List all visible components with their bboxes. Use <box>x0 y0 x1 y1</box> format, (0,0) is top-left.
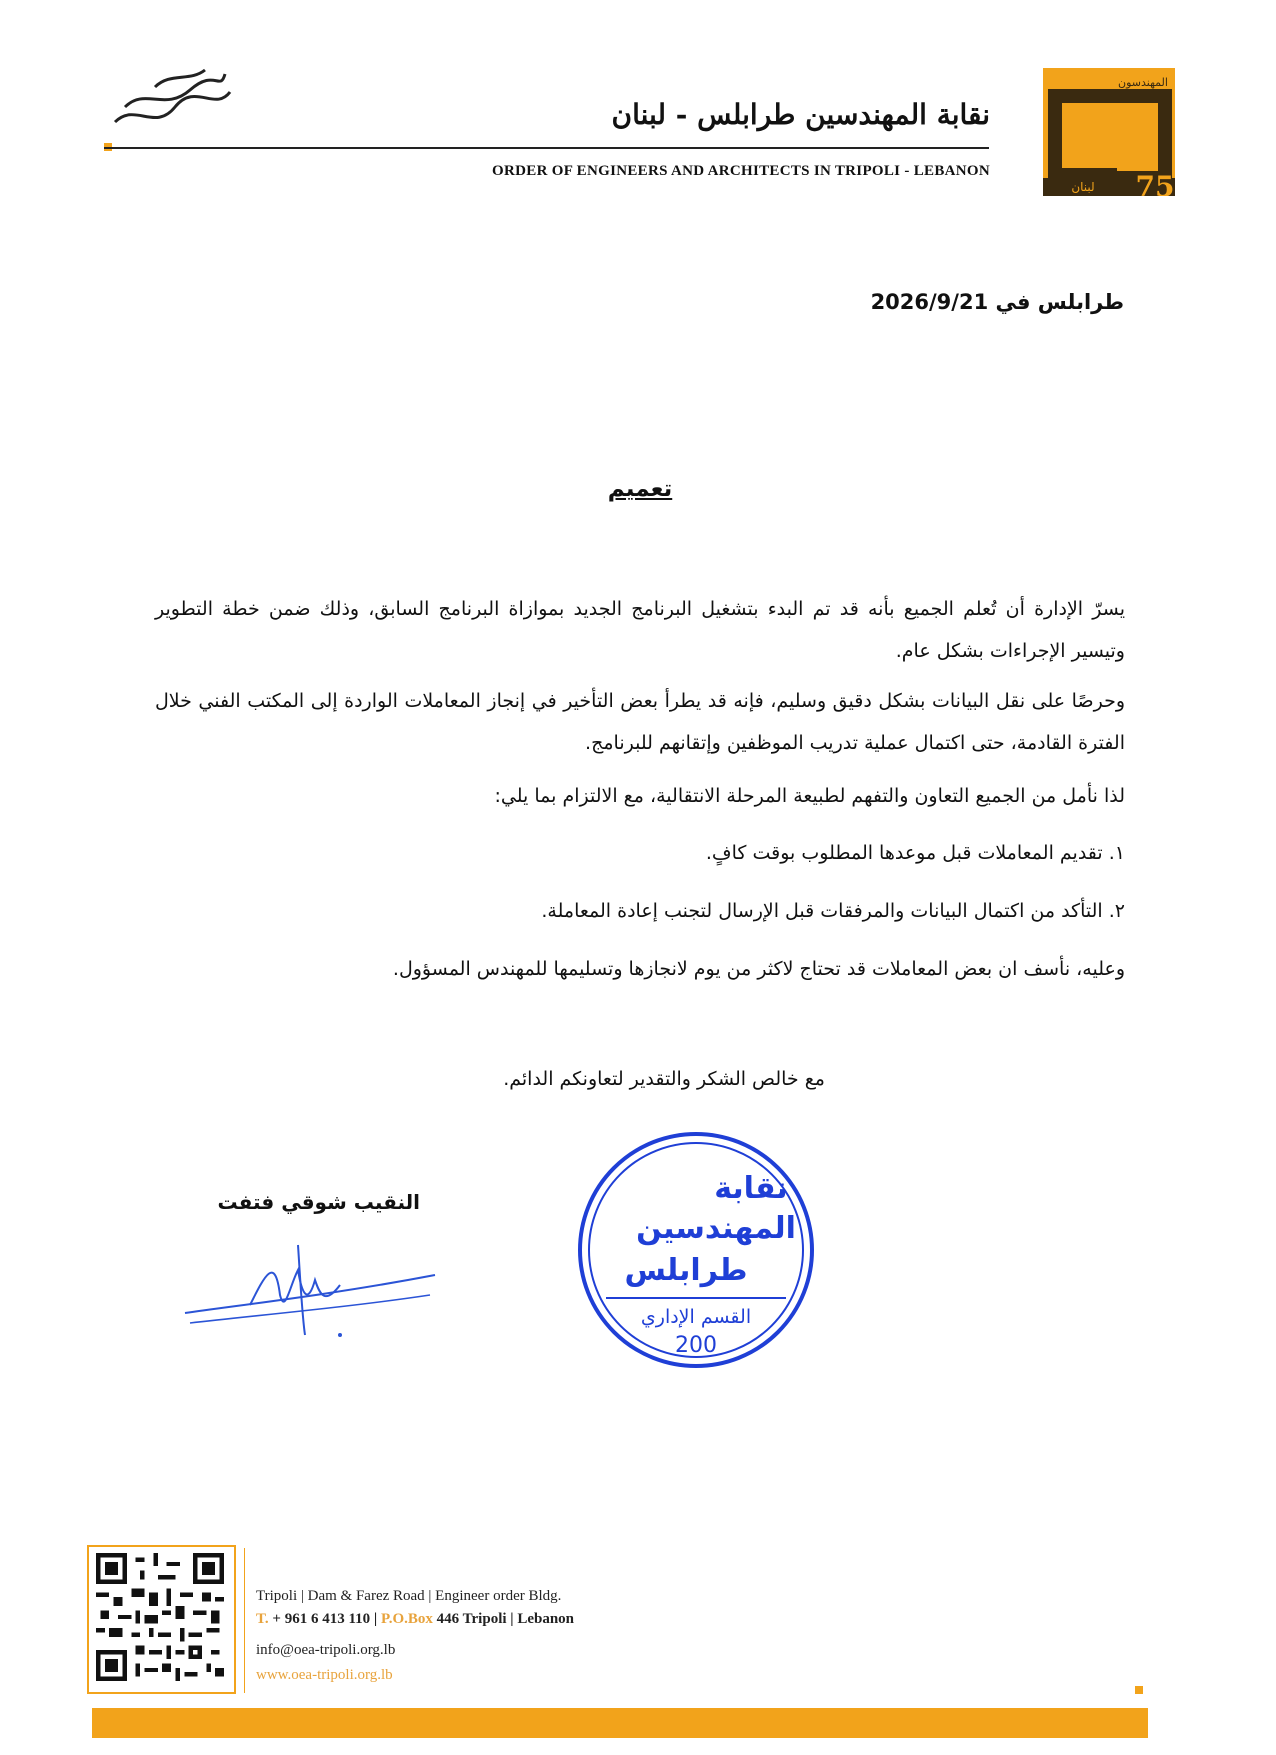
arabic-org-name: نقابة المهندسين طرابلس - لبنان <box>611 98 990 131</box>
logo-right-bottom-text: لبنان <box>1071 180 1095 194</box>
list-item-2: ٢. التأكد من اكتمال البيانات والمرفقات قبل الإرسال لتجنب إعادة المعاملة. <box>541 900 1125 922</box>
order-logo-calligraphy <box>95 62 235 134</box>
footer-contact-line <box>256 1611 574 1628</box>
paragraph-2: وحرصًا على نقل البيانات بشكل دقيق وسليم، فإنه قد يطرأ بعض التأخير في إنجاز المعاملات الواردة إلى المكتب الفني خلال الفترة القادمة، حتى اكتمال عملية تدريب الموظفين وإتقانهم للبرنامج. <box>155 690 1125 754</box>
list-item-1: ١. تقديم المعاملات قبل موعدها المطلوب بوقت كافٍ. <box>705 842 1125 864</box>
footer-color-bar <box>92 1708 1148 1738</box>
paragraph-4: وعليه، نأسف ان بعض المعاملات قد تحتاج لاكثر من يوم لانجازها وتسليمها للمهندس المسؤول. <box>392 958 1125 980</box>
paragraph-1: يسرّ الإدارة أن تُعلم الجميع بأنه قد تم البدء بتشغيل البرنامج الجديد بموازاة البرنامج السابق، وذلك ضمن خطة التطوير وتيسير الإجراءات بشكل عام. <box>155 598 1125 662</box>
qr-code-icon[interactable] <box>96 1553 224 1681</box>
logo-right-number: 75 <box>1135 170 1175 196</box>
footer-address: Tripoli | Dam & Farez Road | Engineer order Bldg. <box>256 1588 562 1604</box>
stamp-line-3: طرابلس <box>624 1253 748 1288</box>
footer-accent-dot <box>1135 1686 1143 1694</box>
stamp-line-2: المهندسين <box>636 1211 796 1246</box>
handwritten-signature <box>180 1235 440 1345</box>
english-org-name: ORDER OF ENGINEERS AND ARCHITECTS IN TRIPOLI - LEBANON <box>492 163 990 179</box>
footer-divider <box>244 1548 245 1693</box>
signatory-name: النقيب شوقي فتفت <box>217 1190 420 1214</box>
stamp-line-1: نقابة <box>714 1171 788 1206</box>
logo-right-top-text: المهندسون <box>1118 76 1168 89</box>
official-stamp <box>576 1130 816 1370</box>
closing-line: مع خالص الشكر والتقدير لتعاونكم الدائم. <box>503 1068 825 1090</box>
footer-email[interactable]: info@oea-tripoli.org.lb <box>256 1642 396 1658</box>
pobox-label: P.O.Box <box>380 1611 433 1627</box>
stamp-department: القسم الإداري <box>640 1306 752 1328</box>
phone-number: + 961 6 413 110 | <box>272 1611 378 1627</box>
stamp-number: 200 <box>675 1333 717 1358</box>
footer-website[interactable]: www.oea-tripoli.org.lb <box>256 1667 393 1683</box>
header-divider <box>104 147 989 149</box>
letter-date: طرابلس في 2026/9/21 <box>870 290 1124 314</box>
paragraph-3: لذا نأمل من الجميع التعاون والتفهم لطبيعة المرحلة الانتقالية، مع الالتزام بما يلي: <box>494 785 1125 807</box>
svg-text:نقابة المهندسين طرابلس: نقابة المهندسين طرابلس <box>165 130 176 131</box>
anniversary-logo <box>1043 68 1175 196</box>
letter-subject: تعميم <box>607 476 673 502</box>
pobox-value: 446 Tripoli | Lebanon <box>436 1611 575 1627</box>
phone-label: T. <box>256 1611 269 1627</box>
